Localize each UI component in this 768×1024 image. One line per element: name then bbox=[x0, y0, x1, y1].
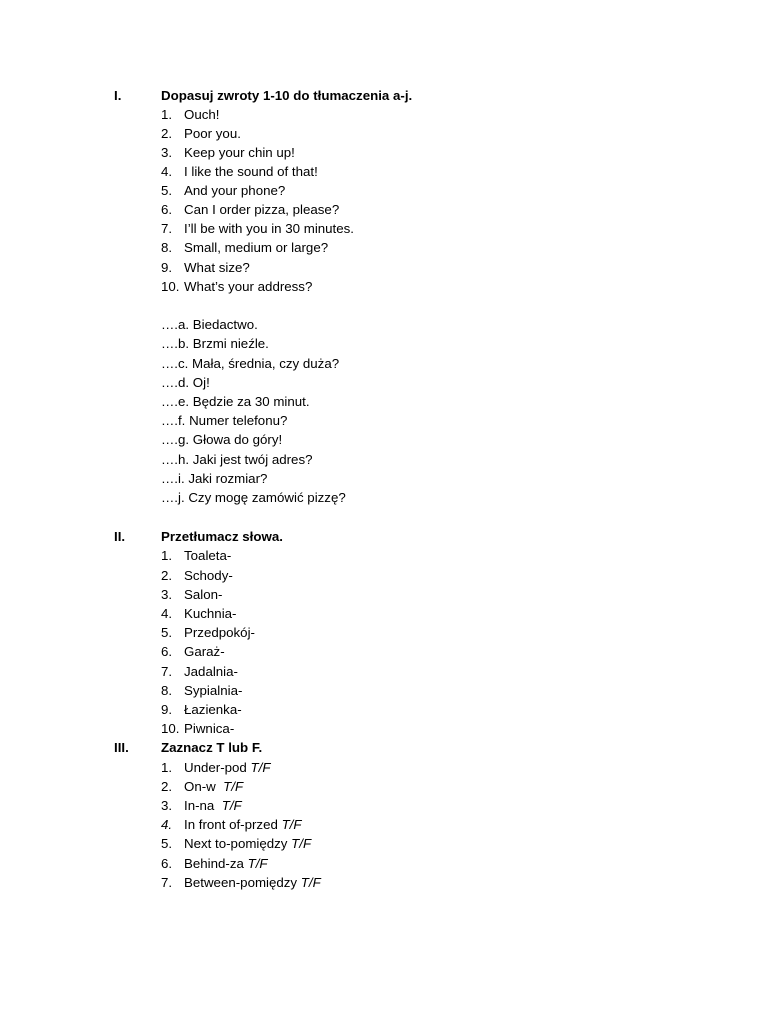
item-text: Can I order pizza, please? bbox=[184, 202, 340, 217]
item-text-group bbox=[184, 873, 321, 892]
true-false-marker: T/F bbox=[281, 817, 302, 832]
item-text: Toaleta- bbox=[184, 548, 232, 563]
true-false-marker: T/F bbox=[291, 836, 312, 851]
item-number: 9. bbox=[161, 702, 173, 717]
item-text-group bbox=[184, 834, 311, 853]
item-text: And your phone? bbox=[184, 183, 286, 198]
answer-text: ….f. Numer telefonu? bbox=[161, 413, 288, 428]
item-text: Poor you. bbox=[184, 126, 241, 141]
true-false-marker: T/F bbox=[250, 760, 271, 775]
answer-text: ….d. Oj! bbox=[161, 375, 210, 390]
item-text-group bbox=[184, 854, 268, 873]
item-number: 5. bbox=[161, 183, 173, 198]
section-3-roman: III. bbox=[114, 740, 129, 755]
item-text: Piwnica- bbox=[184, 721, 235, 736]
item-number: 9. bbox=[161, 260, 173, 275]
answer-text: ….i. Jaki rozmiar? bbox=[161, 471, 268, 486]
true-false-marker: T/F bbox=[223, 779, 244, 794]
item-text: Kuchnia- bbox=[184, 606, 237, 621]
section-1-roman: I. bbox=[114, 88, 122, 103]
item-number: 4. bbox=[161, 164, 173, 179]
item-text-group bbox=[184, 777, 243, 796]
item-text: In front of-przed bbox=[184, 817, 282, 832]
item-number: 7. bbox=[161, 664, 173, 679]
item-number: 4. bbox=[161, 606, 173, 621]
item-number: 3. bbox=[161, 587, 173, 602]
item-number: 8. bbox=[161, 240, 173, 255]
item-number: 6. bbox=[161, 856, 173, 871]
item-text-group bbox=[184, 758, 270, 777]
answer-text: ….b. Brzmi nieźle. bbox=[161, 336, 269, 351]
item-text: Salon- bbox=[184, 587, 223, 602]
item-text: What size? bbox=[184, 260, 250, 275]
item-number: 8. bbox=[161, 683, 173, 698]
item-number: 7. bbox=[161, 875, 173, 890]
true-false-marker: T/F bbox=[300, 875, 321, 890]
item-number: 3. bbox=[161, 798, 173, 813]
answer-text: ….g. Głowa do góry! bbox=[161, 432, 283, 447]
item-number: 3. bbox=[161, 145, 173, 160]
item-text: In-na bbox=[184, 798, 222, 813]
answer-text: ….a. Biedactwo. bbox=[161, 317, 258, 332]
item-text: Garaż- bbox=[184, 644, 225, 659]
item-text-group bbox=[184, 815, 302, 834]
item-number: 2. bbox=[161, 779, 173, 794]
item-number: 6. bbox=[161, 644, 173, 659]
section-3-title: Zaznacz T lub F. bbox=[161, 740, 263, 755]
item-number: 7. bbox=[161, 221, 173, 236]
item-text: Jadalnia- bbox=[184, 664, 238, 679]
section-2-title: Przetłumacz słowa. bbox=[161, 529, 283, 544]
item-text: Ouch! bbox=[184, 107, 220, 122]
item-number: 10. bbox=[161, 721, 180, 736]
item-text: Small, medium or large? bbox=[184, 240, 329, 255]
item-text: Schody- bbox=[184, 568, 233, 583]
item-text: Between-pomiędzy bbox=[184, 875, 301, 890]
item-number: 1. bbox=[161, 548, 173, 563]
item-text: Łazienka- bbox=[184, 702, 242, 717]
item-number: 4. bbox=[161, 817, 173, 832]
item-number: 2. bbox=[161, 568, 173, 583]
item-text: Behind-za bbox=[184, 856, 248, 871]
item-number: 5. bbox=[161, 836, 173, 851]
item-text: Sypialnia- bbox=[184, 683, 243, 698]
item-number: 2. bbox=[161, 126, 173, 141]
item-text: Next to-pomiędzy bbox=[184, 836, 292, 851]
item-number: 5. bbox=[161, 625, 173, 640]
item-text: What’s your address? bbox=[184, 279, 313, 294]
true-false-marker: T/F bbox=[221, 798, 242, 813]
answer-text: ….e. Będzie za 30 minut. bbox=[161, 394, 310, 409]
item-text: On-w bbox=[184, 779, 224, 794]
item-text: Przedpokój- bbox=[184, 625, 255, 640]
item-number: 6. bbox=[161, 202, 173, 217]
answer-text: ….j. Czy mogę zamówić pizzę? bbox=[161, 490, 346, 505]
answer-text: ….h. Jaki jest twój adres? bbox=[161, 452, 313, 467]
item-text-group bbox=[184, 796, 242, 815]
true-false-marker: T/F bbox=[247, 856, 268, 871]
answer-text: ….c. Mała, średnia, czy duża? bbox=[161, 356, 340, 371]
item-number: 1. bbox=[161, 107, 173, 122]
item-text: I like the sound of that! bbox=[184, 164, 318, 179]
item-number: 1. bbox=[161, 760, 173, 775]
item-number: 10. bbox=[161, 279, 180, 294]
item-text: Keep your chin up! bbox=[184, 145, 295, 160]
item-text: Under-pod bbox=[184, 760, 251, 775]
item-text: I’ll be with you in 30 minutes. bbox=[184, 221, 354, 236]
section-2-roman: II. bbox=[114, 529, 126, 544]
section-1-title: Dopasuj zwroty 1-10 do tłumaczenia a-j. bbox=[161, 88, 413, 103]
